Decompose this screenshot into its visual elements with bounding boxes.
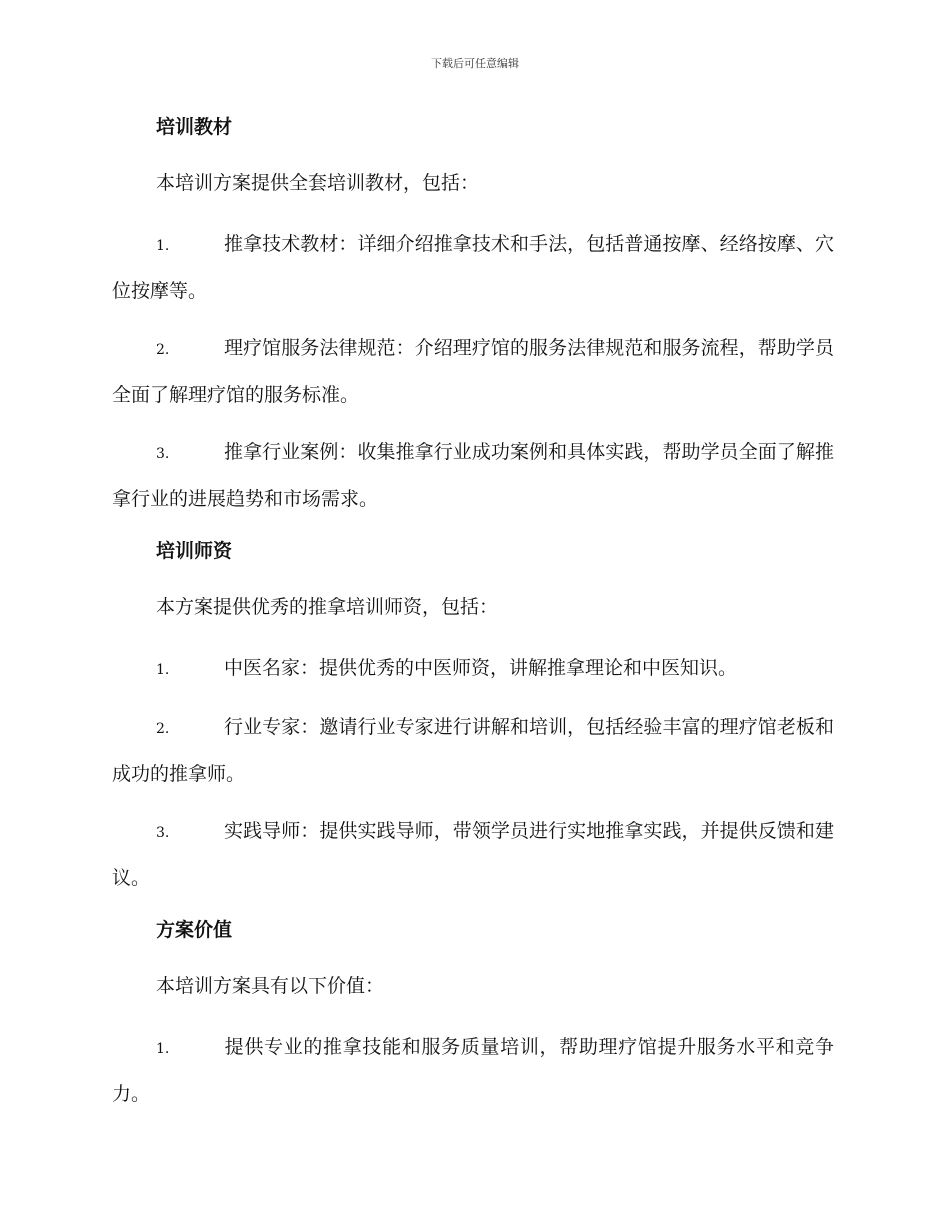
list-item — [112, 809, 834, 901]
section-intro: 本培训方案提供全套培训教材，包括： — [156, 172, 480, 194]
list-item-number: 2. — [156, 342, 170, 358]
list-item-text: 推拿技术教材：详细介绍推拿技术和手法，包括普通按摩、经络按摩、穴位按摩等。 — [112, 233, 834, 302]
section-intro: 本培训方案具有以下价值： — [156, 975, 385, 997]
list-item-text: 中医名家：提供优秀的中医师资，讲解推拿理论和中医知识。 — [224, 657, 738, 679]
list-item-text: 实践导师：提供实践导师，带领学员进行实地推拿实践，并提供反馈和建议。 — [112, 820, 834, 889]
list-item-text: 推拿行业案例：收集推拿行业成功案例和具体实践，帮助学员全面了解推拿行业的进展趋势和市场需求。 — [112, 441, 834, 510]
header-note: 下载后可任意编辑 — [431, 57, 519, 70]
section-heading: 培训师资 — [156, 540, 233, 562]
list-item — [112, 646, 834, 693]
list-item — [112, 1025, 834, 1117]
section-program-value — [112, 913, 834, 1117]
list-item-text: 理疗馆服务法律规范：介绍理疗馆的服务法律规范和服务流程，帮助学员全面了解理疗馆的服务标准。 — [112, 337, 834, 406]
list-item-number: 1. — [156, 1041, 170, 1057]
list-item — [112, 326, 834, 418]
document-body — [112, 110, 834, 1129]
list-item — [112, 222, 834, 314]
section-heading: 培训教材 — [156, 116, 233, 138]
list-item-number: 3. — [156, 446, 170, 462]
section-training-materials — [112, 110, 834, 522]
section-heading: 方案价值 — [156, 919, 233, 941]
list-item-text: 提供专业的推拿技能和服务质量培训，帮助理疗馆提升服务水平和竞争力。 — [112, 1036, 834, 1105]
section-training-faculty — [112, 534, 834, 901]
list-item-number: 3. — [156, 825, 170, 841]
list-item-number: 1. — [156, 238, 170, 254]
list-item — [112, 705, 834, 797]
list-item-text: 行业专家：邀请行业专家进行讲解和培训，包括经验丰富的理疗馆老板和成功的推拿师。 — [112, 716, 834, 785]
section-intro: 本方案提供优秀的推拿培训师资，包括： — [156, 596, 499, 618]
list-item-number: 2. — [156, 721, 170, 737]
list-item-number: 1. — [156, 662, 170, 678]
list-item — [112, 430, 834, 522]
